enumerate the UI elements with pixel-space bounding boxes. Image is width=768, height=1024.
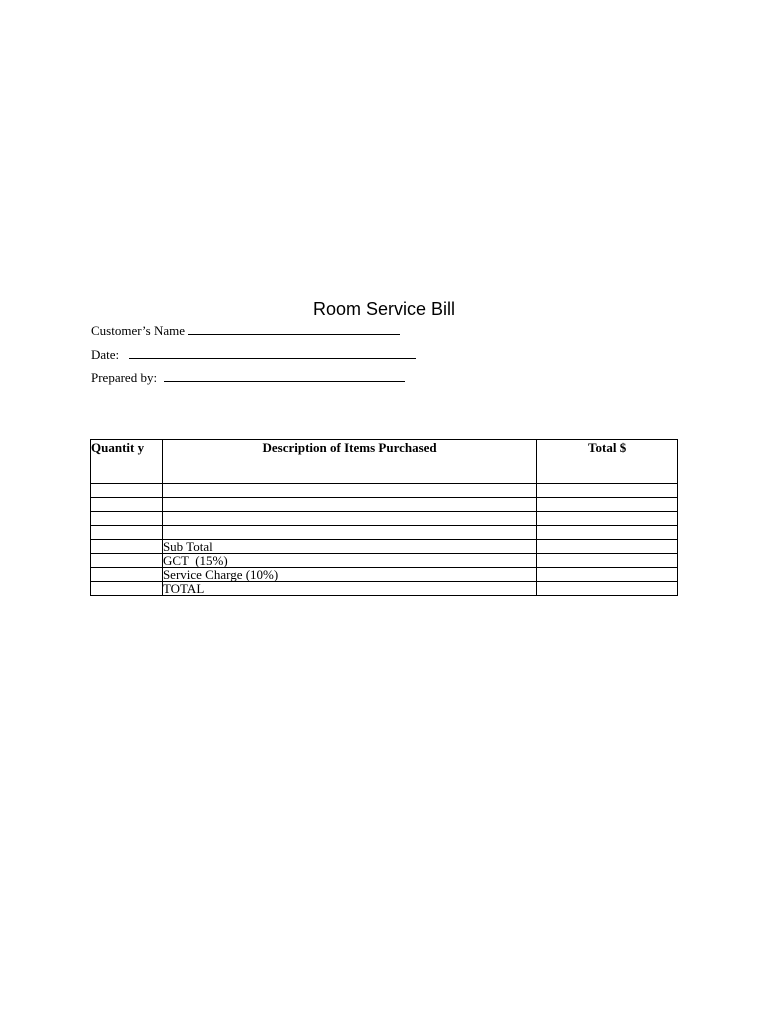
customer-name-blank: [188, 322, 400, 335]
quantity-cell: [91, 526, 163, 540]
quantity-cell: [91, 498, 163, 512]
customer-name-field: [91, 322, 400, 339]
customer-name-label: Customer’s Name: [91, 323, 189, 338]
subtotal-row: [91, 540, 678, 554]
quantity-cell: [91, 582, 163, 596]
service-charge-row: [91, 568, 678, 582]
prepared-by-field: [91, 369, 405, 386]
table-row: [91, 484, 678, 498]
quantity-cell: [91, 540, 163, 554]
prepared-by-label: Prepared by:: [91, 370, 164, 385]
quantity-cell: [91, 484, 163, 498]
page-title: Room Service Bill: [312, 299, 456, 319]
table-header-row: [91, 440, 678, 484]
prepared-by-blank: [164, 369, 405, 382]
quantity-cell: [91, 554, 163, 568]
description-cell: [162, 498, 536, 512]
total-value: [537, 582, 678, 596]
service-charge-label: Service Charge (10%): [162, 568, 536, 582]
table-row: [91, 498, 678, 512]
bill-table: [90, 439, 678, 596]
total-cell: [537, 512, 678, 526]
gct-label: GCT (15%): [162, 554, 536, 568]
quantity-header: Quantit y: [91, 440, 163, 484]
subtotal-label: Sub Total: [162, 540, 536, 554]
description-cell: [162, 526, 536, 540]
date-label: Date:: [91, 347, 129, 362]
total-cell: [537, 484, 678, 498]
gct-value: [537, 554, 678, 568]
quantity-cell: [91, 568, 163, 582]
total-label: TOTAL: [162, 582, 536, 596]
gct-row: [91, 554, 678, 568]
description-header: Description of Items Purchased: [162, 440, 536, 484]
total-row: [91, 582, 678, 596]
date-field: [91, 346, 416, 363]
description-cell: [162, 512, 536, 526]
description-cell: [162, 484, 536, 498]
table-row: [91, 512, 678, 526]
total-cell: [537, 526, 678, 540]
subtotal-value: [537, 540, 678, 554]
total-cell: [537, 498, 678, 512]
quantity-cell: [91, 512, 163, 526]
total-header: Total $: [537, 440, 678, 484]
table-row: [91, 526, 678, 540]
date-blank: [129, 346, 416, 359]
service-charge-value: [537, 568, 678, 582]
